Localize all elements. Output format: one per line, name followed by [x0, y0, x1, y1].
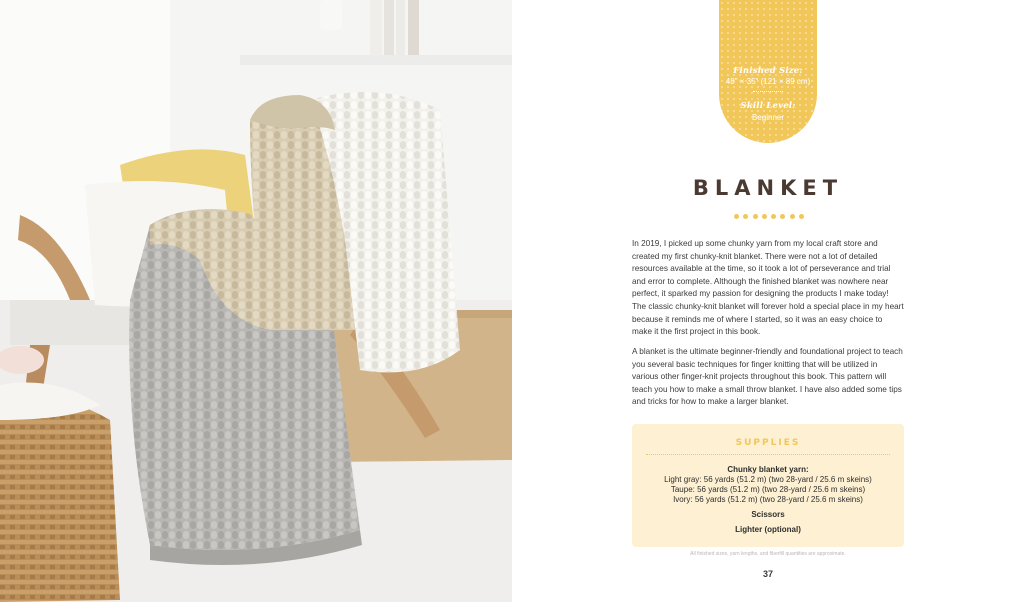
supply-yarn-line: Taupe: 56 yards (51.2 m) (two 28-yard / 25.6 m skeins): [670, 485, 866, 494]
skill-level-value: Beginner: [751, 113, 785, 122]
supply-yarn-label: Chunky blanket yarn:: [727, 465, 809, 474]
text-page: [512, 0, 1024, 602]
supplies-box: [632, 424, 904, 547]
footnote: All finished sizes, yarn lengths, and fiberfill quantities are approximate.: [690, 551, 846, 557]
banner-divider: [753, 91, 783, 92]
skill-level-label: Skill Level:: [740, 101, 796, 111]
supplies-heading: SUPPLIES: [735, 438, 801, 448]
finished-size-value: 48" × 35" (121 × 89 cm): [725, 77, 811, 86]
page-number: 37: [762, 569, 773, 579]
pattern-info-banner: [719, 0, 817, 143]
description-paragraph: A blanket is the ultimate beginner-friendly and foundational project to teach you several basic techniques for finger knitting that will be utilized in various other finger-knit projects throughout this book. This pattern will teach you how to make a small throw blanket. I have also added some tips and tricks for how to make a larger blanket.: [632, 347, 903, 407]
supply-yarn-line: Light gray: 56 yards (51.2 m) (two 28-yard / 25.6 m skeins): [664, 475, 872, 484]
supply-scissors: Scissors: [751, 510, 785, 519]
supply-yarn-line: Ivory: 56 yards (51.2 m) (two 28-yard / 25.6 m skeins): [673, 495, 863, 504]
finished-size-label: Finished Size:: [733, 66, 803, 76]
page-title: BLANKET: [692, 176, 844, 200]
title-dot-divider: [734, 214, 804, 220]
intro-paragraph: In 2019, I picked up some chunky yarn from my local craft store and created my first chunky-knit blanket. There were not a lot of detailed resources available at the time, so it took a lot of perseverance and trial and error to complete. Although the finished blanket was nowhere near perfect, it sparked my passion for designing the products I make today! The classic chunky-knit blanket will forever hold a special place in my heart because it reminds me of where I started, so it was an easy choice to make it the first project in this book.: [632, 239, 904, 337]
supply-lighter: Lighter (optional): [735, 525, 801, 534]
supplies-divider: [646, 454, 890, 455]
